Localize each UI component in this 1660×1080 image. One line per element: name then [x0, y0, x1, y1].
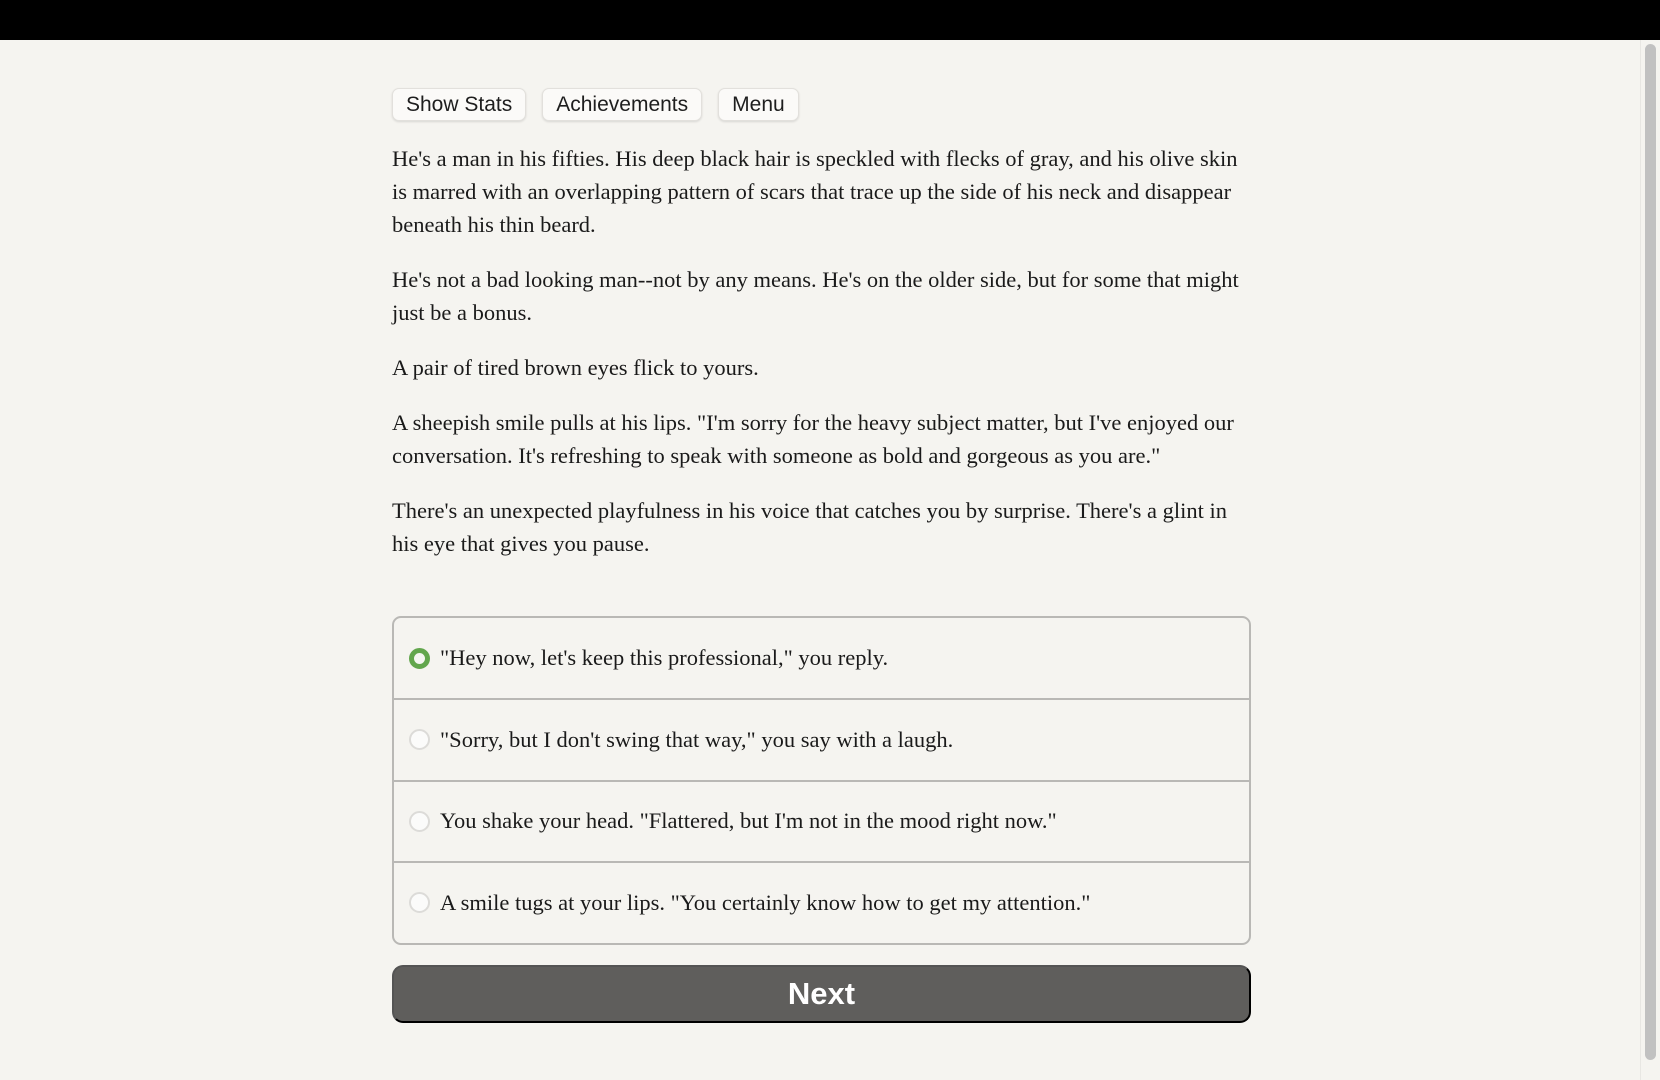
top-bar: [0, 0, 1660, 40]
choice-label: You shake your head. "Flattered, but I'm not in the mood right now.": [440, 808, 1057, 834]
menu-button[interactable]: Menu: [718, 88, 799, 121]
story-paragraph: He's not a bad looking man--not by any means. He's on the older side, but for some that might just be a bonus.: [392, 267, 1239, 325]
toolbar: [392, 88, 1251, 121]
choice-option-3[interactable]: [394, 780, 1249, 862]
achievements-button[interactable]: Achievements: [542, 88, 702, 121]
choice-option-1[interactable]: [394, 618, 1249, 698]
story-text: [392, 142, 1251, 560]
story-paragraph: A sheepish smile pulls at his lips. "I'm sorry for the heavy subject matter, but I've enjoyed our conversation. It's refreshing to speak with someone as bold and gorgeous as you are.": [392, 410, 1234, 468]
scrollbar-thumb[interactable]: [1645, 44, 1656, 1060]
game-page: [0, 40, 1640, 1080]
radio-unselected-icon[interactable]: [409, 811, 430, 832]
content-column: [392, 88, 1251, 1011]
choice-label: A smile tugs at your lips. "You certainly know how to get my attention.": [440, 889, 1091, 915]
radio-unselected-icon[interactable]: [409, 729, 430, 750]
choice-option-4[interactable]: [394, 861, 1249, 943]
next-button[interactable]: Next: [392, 965, 1251, 1023]
choice-option-2[interactable]: [394, 698, 1249, 780]
story-paragraph: A pair of tired brown eyes flick to yours.: [392, 355, 759, 380]
story-paragraph: There's an unexpected playfulness in his voice that catches you by surprise. There's a glint in his eye that gives you pause.: [392, 498, 1227, 556]
radio-unselected-icon[interactable]: [409, 892, 430, 913]
vertical-scrollbar[interactable]: [1640, 40, 1660, 1080]
choice-list: [392, 616, 1251, 945]
radio-selected-icon[interactable]: [409, 648, 430, 669]
choice-label: "Sorry, but I don't swing that way," you say with a laugh.: [440, 726, 954, 752]
show-stats-button[interactable]: Show Stats: [392, 88, 526, 121]
story-paragraph: He's a man in his fifties. His deep black hair is speckled with flecks of gray, and his olive skin is marred with an overlapping pattern of scars that trace up the side of his neck and disappear beneath his thin beard.: [392, 146, 1238, 237]
choice-label: "Hey now, let's keep this professional," you reply.: [440, 645, 889, 670]
